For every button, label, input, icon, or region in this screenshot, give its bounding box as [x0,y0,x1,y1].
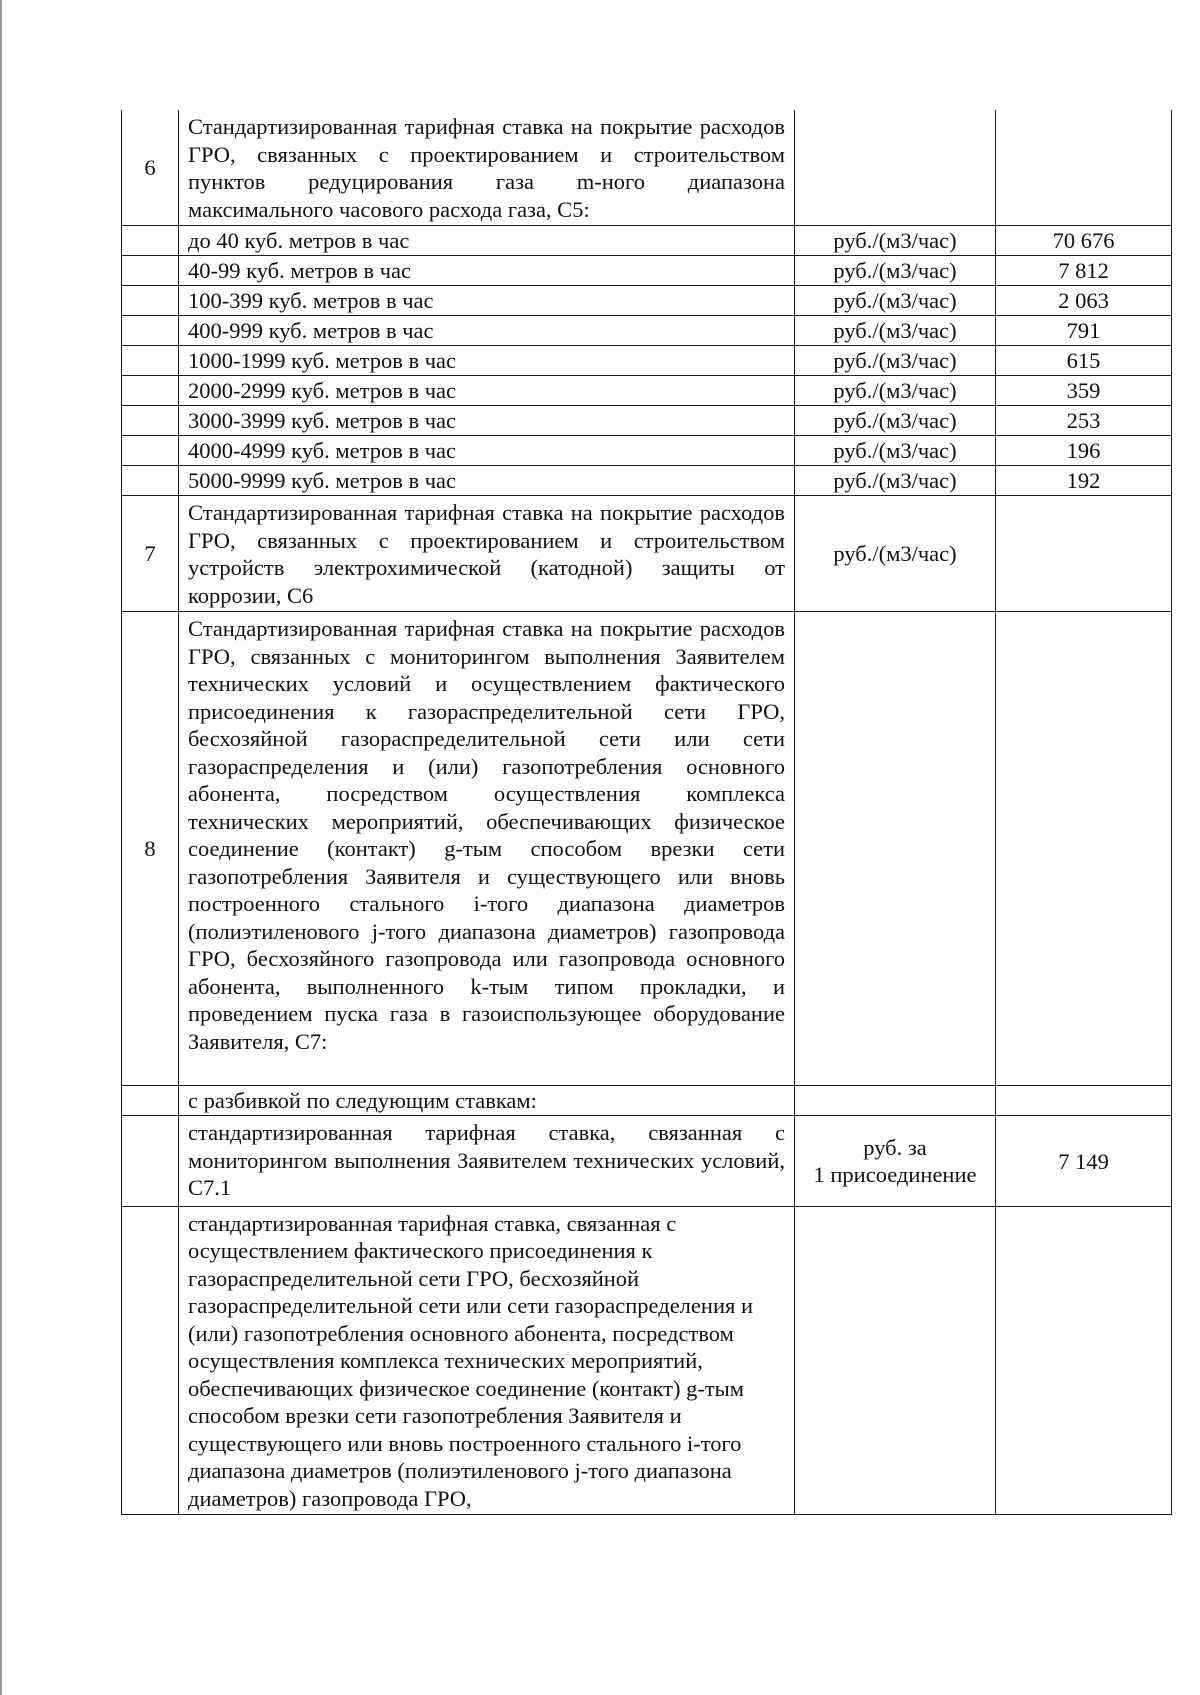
unit-cell: руб./(м3/час) [795,466,996,496]
unit-cell: руб./(м3/час) [795,436,996,466]
table-row [122,226,1172,256]
value-cell: 7 149 [996,1116,1172,1207]
unit-line: руб. за [863,1134,927,1160]
section-7-title: Стандартизированная тарифная ставка на покрытие расходов ГРО, связанных с проектированием и строительством устройств электрохимической (катодной) защиты от коррозии, С6 [179,496,795,612]
sub-c71-row [122,1116,1172,1207]
value-cell [996,496,1172,612]
range-label: 3000-3999 куб. метров в час [179,406,795,436]
breakdown-label: с разбивкой по следующим ставкам: [179,1086,795,1116]
value-cell [996,1206,1172,1515]
unit-cell: руб./(м3/час) [795,406,996,436]
section-8-title: Стандартизированная тарифная ставка на покрытие расходов ГРО, связанных с мониторингом выполнения Заявителем технических условий и осуществлением фактического присоединения к газораспределительной сети ГРО, бесхозяйной газораспределительной сети или сети газораспределения и (или) газопотребления основного абонента, посредством осуществления комплекса технических мероприятий, обеспечивающих физическое соединение (контакт) g-тым способом врезки сети газопотребления Заявителя и существующего или вновь построенного стального i-того диапазона диаметров (полиэтиленового j-того диапазона диаметров) газопровода ГРО, бесхозяйного газопровода или газопровода основного абонента, выполненного k-тым типом прокладки, и проведением пуска газа в газоиспользующее оборудование Заявителя, С7: [179,612,795,1086]
row-number: 7 [122,496,179,612]
page-edge [0,0,2,1695]
table-row [122,406,1172,436]
sub-c72-title: стандартизированная тарифная ставка, связанная с осуществлением фактического присоединения к газораспределительной сети ГРО, бесхозяйной газораспределительной сети или сети газораспределения и (или) газопотребления основного абонента, посредством осуществления комплекса технических мероприятий, обеспечивающих физическое соединение (контакт) g-тым способом врезки сети газопотребления Заявителя и существующего или вновь построенного стального i-того диапазона диаметров (полиэтиленового j-того диапазона диаметров) газопровода ГРО, [179,1206,795,1515]
unit-cell [795,612,996,1086]
unit-cell: руб./(м3/час) [795,376,996,406]
unit-cell [795,1116,996,1207]
table-row [122,436,1172,466]
breakdown-row [122,1086,1172,1116]
sub-c72-row [122,1206,1172,1515]
unit-cell [795,1206,996,1515]
value-cell [996,110,1172,226]
table-row [122,286,1172,316]
table-row [122,466,1172,496]
table-row [122,376,1172,406]
value-cell: 615 [996,346,1172,376]
range-label: 400-999 куб. метров в час [179,316,795,346]
table-row [122,256,1172,286]
value-cell: 7 812 [996,256,1172,286]
unit-cell: руб./(м3/час) [795,286,996,316]
unit-cell [795,110,996,226]
range-label: 1000-1999 куб. метров в час [179,346,795,376]
range-label: 100-399 куб. метров в час [179,286,795,316]
value-cell: 253 [996,406,1172,436]
section-8-row [122,612,1172,1086]
table-row [122,316,1172,346]
value-cell: 2 063 [996,286,1172,316]
range-label: 4000-4999 куб. метров в час [179,436,795,466]
range-label: до 40 куб. метров в час [179,226,795,256]
value-cell: 791 [996,316,1172,346]
value-cell [996,612,1172,1086]
value-cell: 70 676 [996,226,1172,256]
unit-cell: руб./(м3/час) [795,496,996,612]
row-number: 6 [122,110,179,226]
sub-c71-title: стандартизированная тарифная ставка, связанная с мониторингом выполнения Заявителем технических условий, С7.1 [179,1116,795,1207]
range-label: 2000-2999 куб. метров в час [179,376,795,406]
value-cell: 359 [996,376,1172,406]
unit-cell: руб./(м3/час) [795,226,996,256]
range-label: 5000-9999 куб. метров в час [179,466,795,496]
section-6-title: Стандартизированная тарифная ставка на покрытие расходов ГРО, связанных с проектированием и строительством пунктов редуцирования газа m-ного диапазона максимального часового расхода газа, С5: [179,110,795,226]
range-label: 40-99 куб. метров в час [179,256,795,286]
unit-line: 1 присоединение [813,1162,977,1188]
unit-cell: руб./(м3/час) [795,346,996,376]
tariff-table [121,110,1172,1515]
unit-cell: руб./(м3/час) [795,256,996,286]
section-6-row [122,110,1172,226]
value-cell: 192 [996,466,1172,496]
section-7-row [122,496,1172,612]
table-row [122,346,1172,376]
unit-cell: руб./(м3/час) [795,316,996,346]
row-number: 8 [122,612,179,1086]
value-cell: 196 [996,436,1172,466]
